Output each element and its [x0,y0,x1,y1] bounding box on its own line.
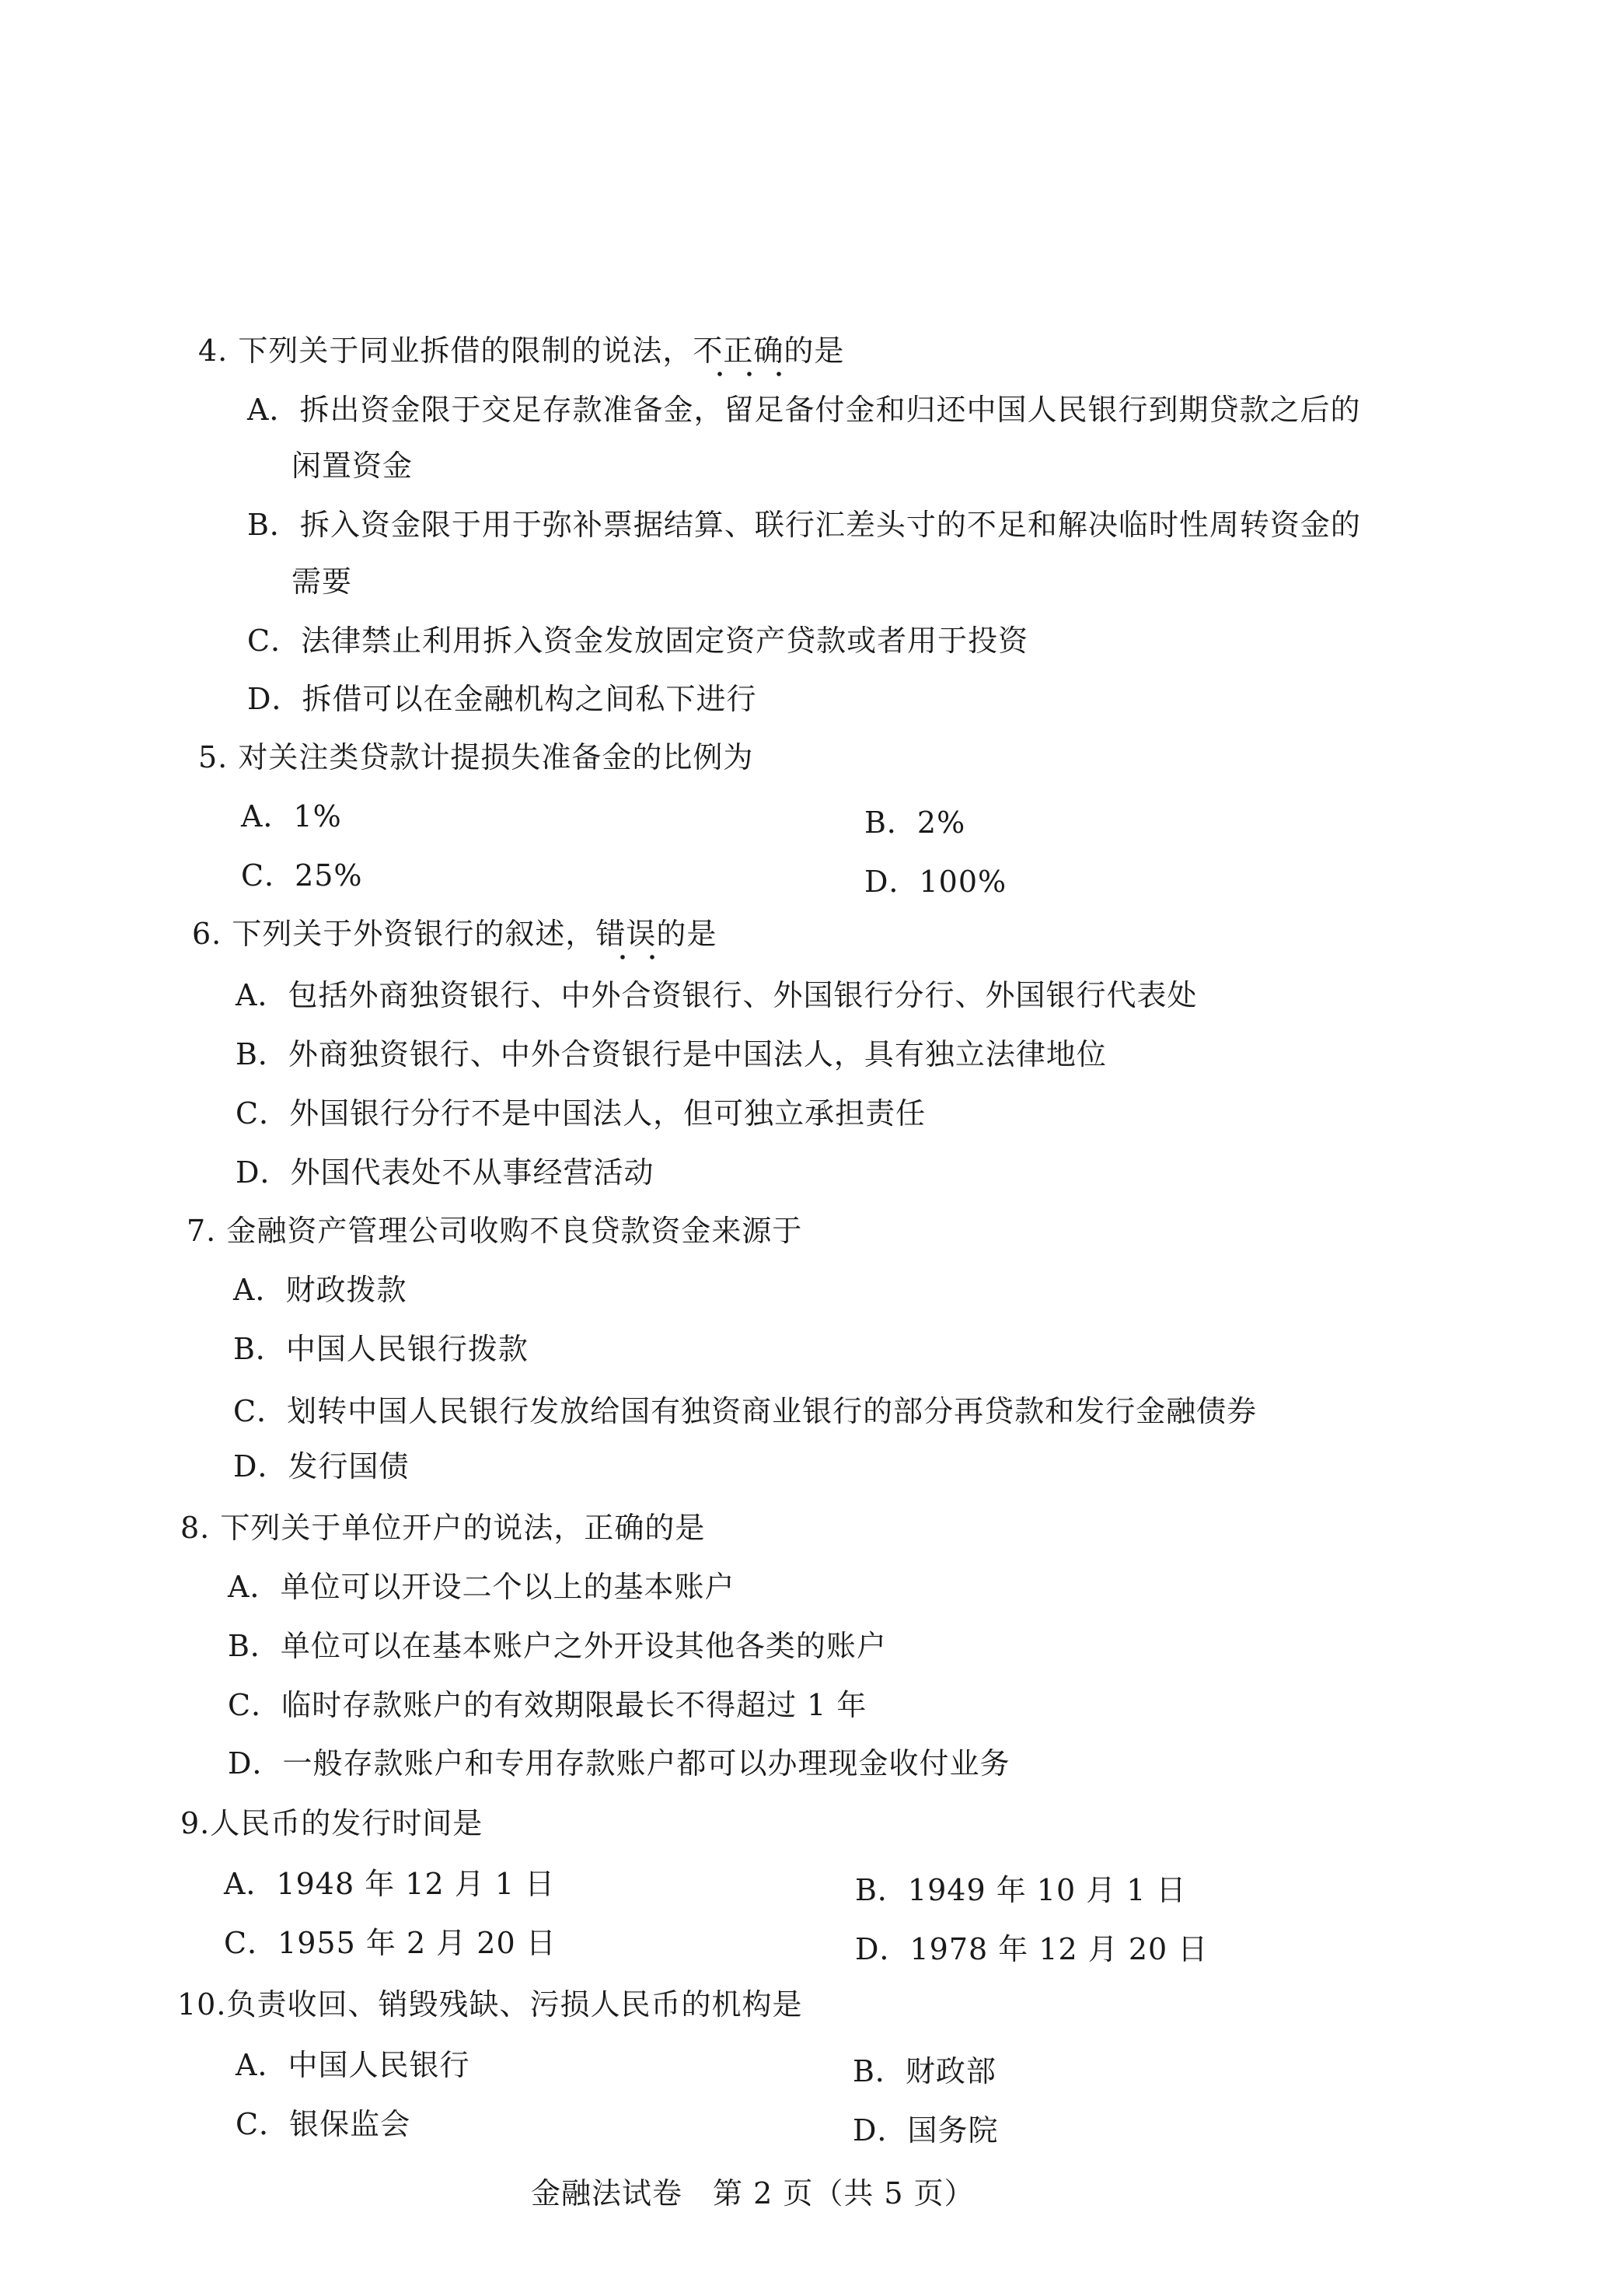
question-number: 6. [192,917,222,951]
option-a: A．拆出资金限于交足存款准备金，留足备付金和归还中国人民银行到期贷款之后的 [247,393,1361,427]
option-d: D．1978 年 12 月 20 日 [855,1932,1209,1966]
option-b: B．中国人民银行拨款 [233,1332,529,1366]
option-c: C．1955 年 2 月 20 日 [224,1926,557,1960]
option-b: B．2% [864,806,966,840]
question-number: 4. [198,334,229,368]
stem-text: 的是 [656,917,717,951]
option-b-continued: 需要 [291,564,353,599]
question-10-stem [177,1987,802,2022]
option-a: A．财政拨款 [233,1273,407,1307]
question-number: 9. [180,1806,211,1840]
option-c: C．银保监会 [236,2107,411,2141]
stem-text: 的是 [784,334,845,368]
option-d: D．外国代表处不从事经营活动 [236,1155,654,1190]
option-b: B．1949 年 10 月 1 日 [855,1873,1187,1907]
option-d: D．100% [864,865,1007,899]
option-c: C．划转中国人民银行发放给国有独资商业银行的部分再贷款和发行金融债券 [233,1394,1258,1428]
question-8-stem [180,1510,705,1546]
option-a: A．中国人民银行 [236,2048,470,2082]
stem-text: 下列关于单位开户的说法，正确的是 [220,1511,706,1545]
question-9-stem [180,1805,483,1841]
question-number: 8. [180,1511,211,1545]
question-5-stem [198,739,753,775]
option-a: A．1948 年 12 月 1 日 [224,1867,556,1901]
option-c: C．外国银行分行不是中国法人，但可独立承担责任 [236,1096,927,1131]
question-6-stem [192,916,717,952]
stem-text: 对关注类贷款计提损失准备金的比例为 [238,740,754,774]
option-d: D．一般存款账户和专用存款账户都可以办理现金收付业务 [228,1746,1010,1781]
page-footer: 金融法试卷 第 2 页（共 5 页） [531,2176,975,2210]
option-c: C．法律禁止利用拆入资金发放固定资产贷款或者用于投资 [247,624,1029,658]
question-7-stem [187,1213,802,1249]
option-b: B．财政部 [853,2054,996,2088]
option-b: B．外商独资银行、中外合资银行是中国法人，具有独立法律地位 [236,1037,1107,1071]
question-number: 10. [177,1987,227,2022]
question-4-stem [198,333,844,369]
option-a: A．包括外商独资银行、中外合资银行、外国银行分行、外国银行代表处 [236,978,1198,1012]
option-d: D．国务院 [853,2113,999,2147]
emphasis-text: 不正确 [693,334,784,368]
stem-text: 下列关于外资银行的叙述， [232,917,596,951]
option-c: C．临时存款账户的有效期限最长不得超过 1 年 [228,1688,867,1722]
question-number: 7. [187,1214,217,1248]
option-a-continued: 闲置资金 [291,449,414,483]
option-a: A．1% [241,799,342,833]
question-number: 5. [198,740,229,774]
option-b: B．拆入资金限于用于弥补票据结算、联行汇差头寸的不足和解决临时性周转资金的 [247,508,1361,542]
option-d: D．发行国债 [233,1449,410,1483]
option-c: C．25% [241,858,363,893]
stem-text: 下列关于同业拆借的限制的说法， [238,334,693,368]
emphasis-text: 错误 [595,917,657,951]
option-d: D．拆借可以在金融机构之间私下进行 [247,682,757,716]
option-a: A．单位可以开设二个以上的基本账户 [228,1570,735,1604]
option-b: B．单位可以在基本账户之外开设其他各类的账户 [228,1629,887,1663]
stem-text: 金融资产管理公司收购不良贷款资金来源于 [226,1214,803,1248]
stem-text: 负责收回、销毁残缺、污损人民币的机构是 [226,1987,803,2022]
stem-text: 人民币的发行时间是 [210,1806,483,1840]
